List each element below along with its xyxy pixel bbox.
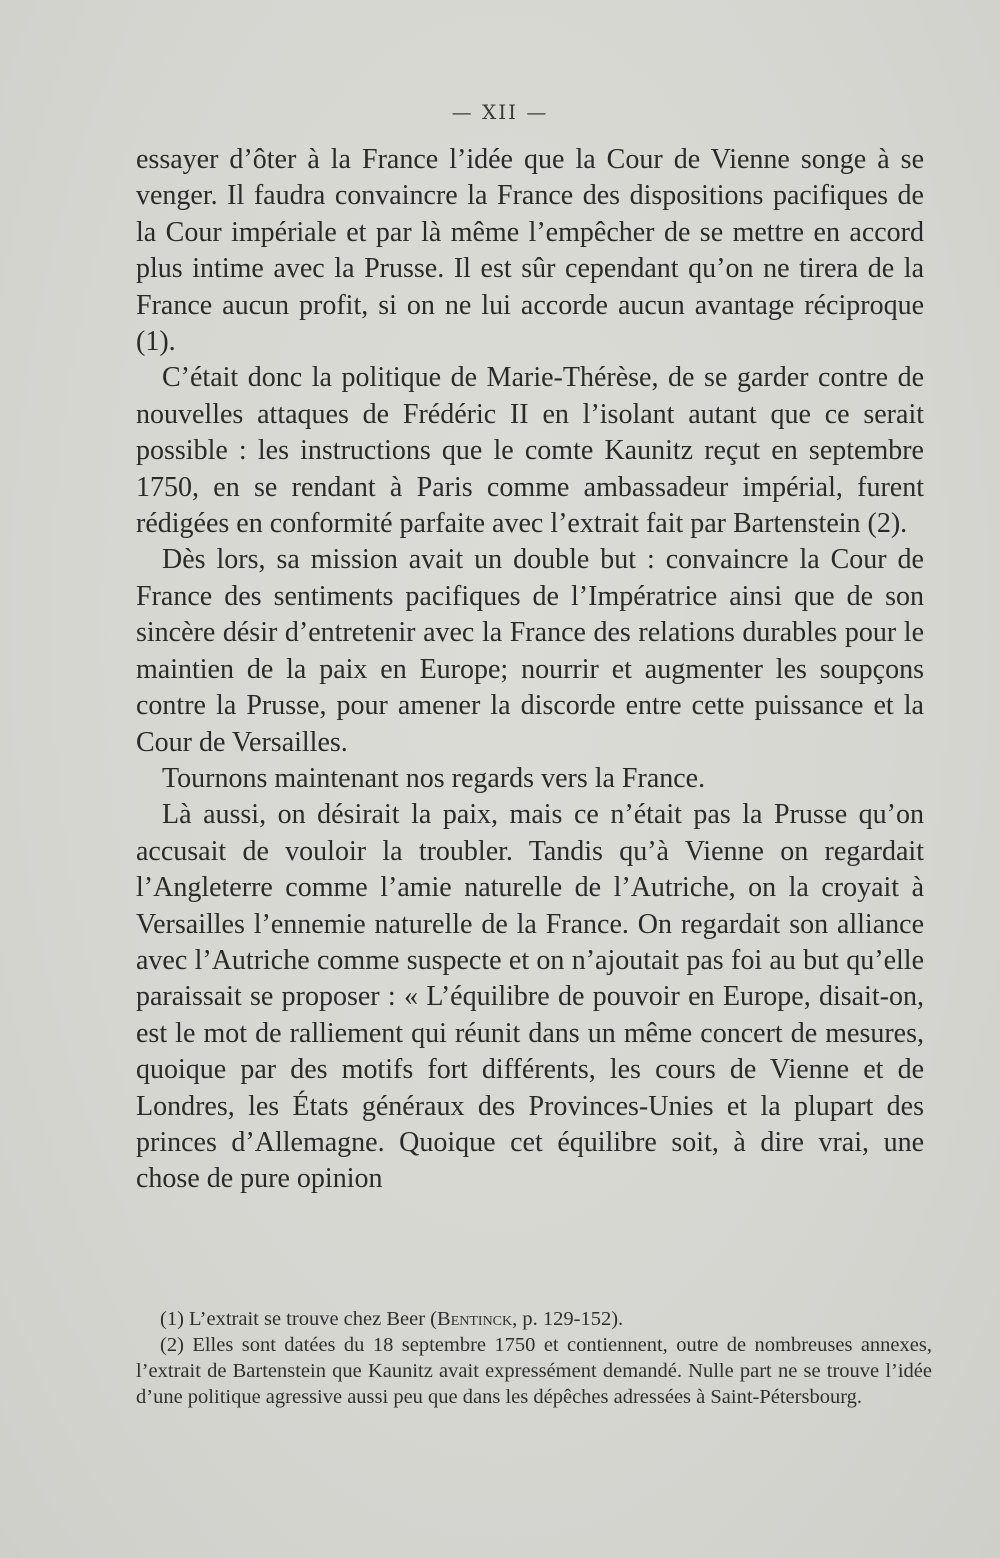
footnote-1 — [136, 1306, 932, 1332]
page-number: — XII — — [451, 100, 549, 124]
paragraph-2: C’était donc la politique de Marie-Thérèse, de se garder contre de nouvelles attaques de Frédéric II en l’isolant autant que ce serait possible : les instructions que le comte Kaunitz reçut en septembre 1750, en se rendant à Paris comme ambassadeur impérial, furent rédigées en conformité parfaite avec l’extrait fait par Bartenstein (2). — [136, 362, 924, 540]
footnote-2: (2) Elles sont datées du 18 septembre 1750 et contiennent, outre de nombreuses annexes, l’extrait de Bartenstein que Kaunitz avait expressément demandé. Nulle part ne se trouve l’idée d’une politique agressive aussi peu que dans les dépêches adressées à Saint-Pétersbourg. — [136, 1334, 932, 1408]
paragraph-1: essayer d’ôter à la France l’idée que la Cour de Vienne songe à se venger. Il faudra convaincre la France des dispositions pacifiques de la Cour impériale et par là même l’empêcher de se mettre en accord plus intime avec la Prusse. Il est sûr cependant qu’on ne tirera de la France aucun profit, si on ne lui accorde aucun avantage réciproque (1). — [136, 144, 924, 358]
footnote-1-prefix: (1) L’extrait se trouve chez Beer ( — [160, 1308, 438, 1330]
footnotes — [136, 1306, 932, 1410]
paragraph-4: Tournons maintenant nos regards vers la France. — [162, 762, 706, 794]
main-text — [136, 142, 924, 1198]
footnote-1-suffix: , p. 129-152). — [512, 1308, 624, 1330]
paragraph-3: Dès lors, sa mission avait un double but : convaincre la Cour de France des sentiments pacifiques de l’Impératrice ainsi que de son sincère désir d’entretenir avec la France des relations durables pour le maintien de la paix en Europe; nourrir et augmenter les soupçons contre la Prusse, pour amener la discorde entre cette puissance et la Cour de Versailles. — [136, 544, 924, 758]
footnote-1-author: Bentinck — [437, 1308, 513, 1330]
paragraph-5: Là aussi, on désirait la paix, mais ce n’était pas la Prusse qu’on accusait de vouloir la troubler. Tandis qu’à Vienne on regardait l’Angleterre comme l’amie naturelle de l’Autriche, on la croyait à Versailles l’ennemie naturelle de la France. On regardait son alliance avec l’Autriche comme suspecte et on n’ajoutait pas foi au but qu’elle paraissait se proposer : « L’équilibre de pouvoir en Europe, disait-on, est le mot de ralliement qui réunit dans un même concert de mesures, quoique par des motifs fort différents, les cours de Vienne et de Londres, les États généraux des Provinces-Unies et la plupart des princes d’Allemagne. Quoique cet équilibre soit, à dire vrai, une chose de pure opinion — [136, 799, 924, 1195]
